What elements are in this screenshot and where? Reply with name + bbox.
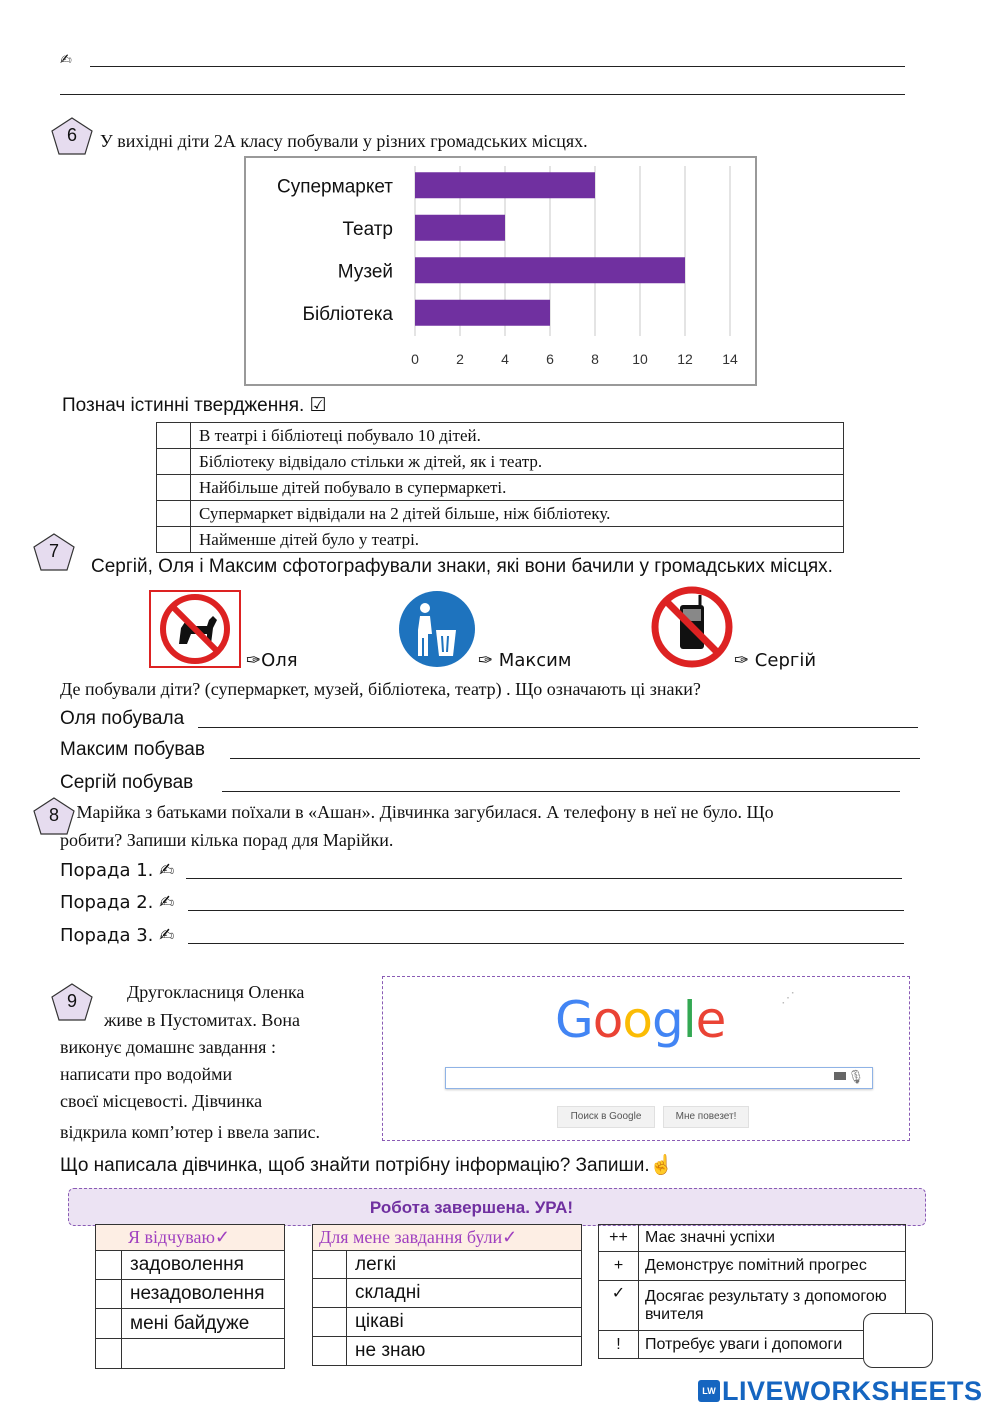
sign-label-serhii: ✑ Сергій	[734, 650, 817, 671]
statement-row	[157, 527, 844, 553]
x-tick-label: 2	[456, 351, 464, 367]
difficulty-option: легкі	[347, 1251, 582, 1279]
statement-text: В театрі і бібліотеці побувало 10 дітей.	[191, 423, 844, 449]
statement-row	[157, 501, 844, 527]
statement-row	[157, 423, 844, 449]
lucky-button[interactable]: Мне повезет!	[663, 1106, 749, 1128]
category-label: Музей	[337, 261, 393, 283]
x-tick-label: 14	[722, 351, 738, 367]
tip-line-3[interactable]	[188, 943, 904, 944]
google-logo-letter: e	[695, 991, 726, 1049]
answer-label-serhii: Сергій побував	[60, 772, 194, 793]
difficulty-option: не знаю	[347, 1337, 582, 1366]
task9-line: Другокласниця Оленка	[127, 982, 305, 1002]
answer-line[interactable]	[90, 66, 905, 67]
grading-legend-table	[598, 1224, 906, 1359]
task9-line: своєї місцевості. Дівчинка	[60, 1091, 263, 1111]
legend-mark: ++	[599, 1225, 639, 1252]
pencil-icon: ✍	[60, 52, 72, 68]
answer-line-serhii[interactable]	[222, 791, 900, 792]
answer-label-maksym: Максим побував	[60, 739, 205, 760]
answer-line-maksym[interactable]	[230, 758, 920, 759]
tip-label-1: Порада 1. ✍	[60, 860, 175, 881]
banner-text: Робота завершена. УРА!	[369, 1198, 574, 1217]
answer-line[interactable]	[60, 94, 905, 95]
statement-row	[157, 449, 844, 475]
bar-chart	[244, 156, 757, 386]
bar	[415, 215, 505, 241]
task8-text-line2: робити? Запиши кілька порад для Марійки.	[60, 830, 394, 850]
tip-label-2: Порада 2. ✍	[60, 892, 175, 913]
no-phone-sign-icon	[650, 585, 734, 669]
statement-text: Супермаркет відвідали на 2 дітей більше, ніж бібліотеку.	[191, 501, 844, 527]
legend-mark: !	[599, 1331, 639, 1359]
no-dogs-sign-icon	[149, 590, 241, 668]
tip-line-1[interactable]	[186, 878, 902, 879]
feeling-option	[122, 1339, 285, 1369]
task9-line: відкрила комп’ютер і ввела запис.	[60, 1122, 321, 1142]
statement-row	[157, 475, 844, 501]
category-label: Супермаркет	[276, 176, 393, 198]
grade-box[interactable]	[863, 1313, 933, 1368]
legend-mark: +	[599, 1252, 639, 1281]
statement-checkbox[interactable]	[157, 423, 191, 449]
task-number-badge: 7	[32, 532, 76, 572]
answer-label-olya: Оля побувала	[60, 708, 185, 729]
difficulty-header: Для мене завдання були✓	[313, 1225, 582, 1251]
legend-text: Має значні успіхи	[639, 1225, 906, 1252]
feeling-option: мені байдуже	[122, 1309, 285, 1339]
google-logo-letter: o	[592, 991, 623, 1049]
liveworksheets-logo-icon: LW	[698, 1380, 720, 1402]
task9-line: виконує домашнє завдання :	[60, 1037, 276, 1057]
category-label: Театр	[342, 218, 393, 240]
legend-text: Потребує уваги і допомоги	[639, 1331, 906, 1359]
bar	[415, 172, 595, 198]
feeling-checkbox[interactable]	[96, 1309, 122, 1339]
google-logo-letter: o	[622, 991, 652, 1049]
statement-checkbox[interactable]	[157, 501, 191, 527]
feeling-checkbox[interactable]	[96, 1280, 122, 1309]
statement-text: Найменше дітей було у театрі.	[191, 527, 844, 553]
statement-checkbox[interactable]	[157, 449, 191, 475]
statement-text: Бібліотеку відвідало стільки ж дітей, як і театр.	[191, 449, 844, 475]
task-number-badge: 8	[32, 796, 76, 836]
x-tick-label: 0	[411, 351, 419, 367]
legend-text: Демонструє помітний прогрес	[639, 1252, 906, 1281]
task7-intro: Сергій, Оля і Максим сфотографували знаки, які вони бачили у громадських місцях.	[91, 556, 833, 577]
difficulty-option: складні	[347, 1279, 582, 1308]
x-tick-label: 8	[591, 351, 599, 367]
difficulty-checkbox[interactable]	[313, 1308, 347, 1337]
difficulty-checkbox[interactable]	[313, 1279, 347, 1308]
difficulty-option: цікаві	[347, 1308, 582, 1337]
bar	[415, 257, 685, 283]
google-screenshot	[382, 976, 910, 1141]
google-logo-letter: G	[555, 991, 593, 1049]
feelings-header: Я відчуваю✓	[96, 1225, 285, 1251]
x-tick-label: 10	[632, 351, 648, 367]
x-tick-label: 4	[501, 351, 509, 367]
feeling-checkbox[interactable]	[96, 1251, 122, 1280]
task6-instruction: Познач істинні твердження. ☑	[62, 395, 327, 416]
legend-mark: ✓	[599, 1281, 639, 1331]
difficulty-checkbox[interactable]	[313, 1251, 347, 1279]
feeling-option: задоволення	[122, 1251, 285, 1280]
statement-text: Найбільше дітей побувало в супермаркеті.	[191, 475, 844, 501]
google-logo-letter: g	[651, 991, 683, 1049]
bar	[415, 300, 550, 326]
feelings-table	[95, 1224, 285, 1369]
google-logo	[555, 991, 725, 1049]
completion-banner	[68, 1188, 926, 1226]
x-tick-label: 6	[546, 351, 554, 367]
brand-name: LIVEWORKSHEETS	[722, 1376, 983, 1406]
legend-text: Досягає результату з допомогою вчителя	[639, 1281, 906, 1331]
answer-line-olya[interactable]	[198, 727, 918, 728]
task-number-badge: 6	[50, 116, 94, 156]
category-label: Бібліотека	[302, 303, 393, 325]
task9-line: написати про водойми	[60, 1064, 233, 1084]
sign-label-olya: ✑Оля	[246, 650, 298, 671]
microphone-icon[interactable]: 🎙	[847, 1069, 864, 1084]
task9-question: Що написала дівчинка, щоб знайти потрібну інформацію? Запиши.☝	[60, 1155, 674, 1176]
tip-label-3: Порада 3. ✍	[60, 925, 175, 946]
keyboard-icon[interactable]	[834, 1072, 846, 1080]
task-number-badge: 9	[50, 982, 94, 1022]
share-icon: ⋰	[781, 989, 795, 1005]
chart-canvas	[246, 158, 755, 384]
feeling-option: незадоволення	[122, 1280, 285, 1309]
statement-checkbox[interactable]	[157, 475, 191, 501]
feeling-checkbox[interactable]	[96, 1339, 122, 1369]
google-search-button[interactable]: Поиск в Google	[557, 1106, 655, 1128]
task-difficulty-table	[312, 1224, 582, 1366]
tip-line-2[interactable]	[188, 910, 904, 911]
difficulty-checkbox[interactable]	[313, 1337, 347, 1366]
google-logo-letter: l	[682, 991, 696, 1049]
statement-checkbox[interactable]	[157, 527, 191, 553]
trash-bin-sign-icon	[398, 590, 476, 668]
sign-label-maksym: ✑ Максим	[478, 650, 572, 671]
search-input[interactable]	[445, 1067, 873, 1089]
task6-intro: У вихідні діти 2А класу побували у різних громадських місцях.	[100, 131, 588, 151]
statements-table	[156, 422, 844, 553]
x-tick-label: 12	[677, 351, 693, 367]
task7-question: Де побували діти? (супермаркет, музей, бібліотека, театр) . Що означають ці знаки?	[60, 679, 701, 699]
task8-text-line1: Марійка з батьками поїхали в «Ашан». Дівчинка загубилася. А телефону в неї не було. Що	[72, 802, 774, 822]
task9-line: живе в Пустомитах. Вона	[104, 1010, 300, 1030]
